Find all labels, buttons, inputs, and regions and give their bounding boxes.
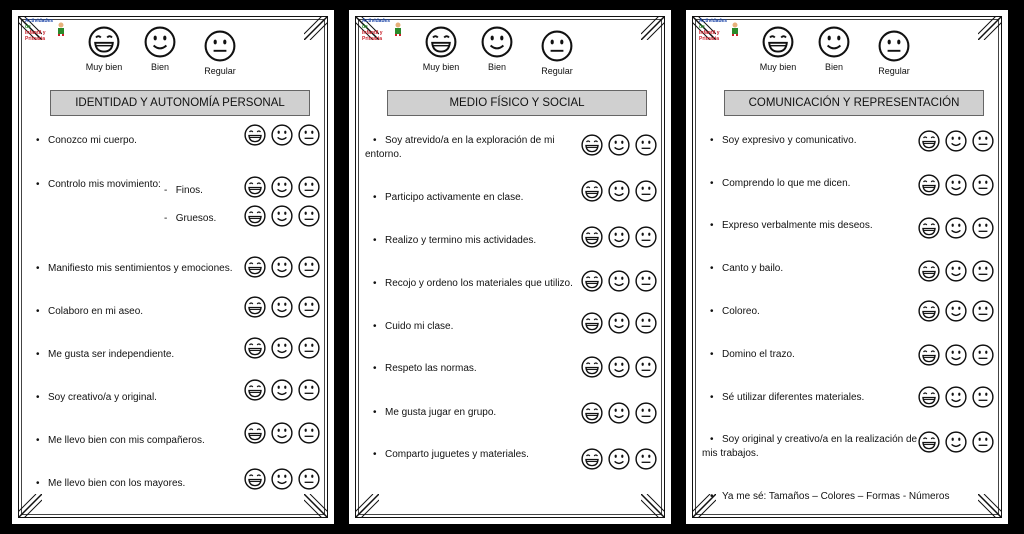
corner-ornament-icon xyxy=(355,494,379,518)
logo: Actividades de Infantil y Primaria xyxy=(362,18,391,42)
neutral-face-icon[interactable] xyxy=(972,344,994,366)
happy-face-icon[interactable] xyxy=(271,296,293,318)
legend-very-good: Muy bien xyxy=(419,26,463,72)
neutral-face-icon[interactable] xyxy=(972,431,994,453)
very-happy-face-icon[interactable] xyxy=(244,205,266,227)
happy-face-icon[interactable] xyxy=(945,300,967,322)
rating-options[interactable] xyxy=(244,124,320,146)
list-item: • Cuido mi clase. xyxy=(373,321,454,332)
list-item: • Soy original y creativo/a en la realización de xyxy=(710,434,918,445)
rating-options[interactable] xyxy=(581,226,657,248)
neutral-face-icon[interactable] xyxy=(298,379,320,401)
very-happy-face-icon[interactable] xyxy=(918,344,940,366)
legend-regular: Regular xyxy=(198,30,242,76)
list-item: • Me llevo bien con los mayores. xyxy=(36,478,186,489)
very-happy-face-icon[interactable] xyxy=(918,217,940,239)
happy-face-icon[interactable] xyxy=(608,448,630,470)
sub-item: - Finos. xyxy=(164,185,203,196)
list-item: • Colaboro en mi aseo. xyxy=(36,306,144,317)
very-happy-face-icon[interactable] xyxy=(581,448,603,470)
very-happy-face-icon xyxy=(425,26,457,58)
list-item: • Coloreo. xyxy=(710,306,760,317)
legend-very-good: Muy bien xyxy=(756,26,800,72)
sub-item: - Gruesos. xyxy=(164,213,217,224)
happy-face-icon[interactable] xyxy=(608,270,630,292)
happy-face-icon[interactable] xyxy=(271,205,293,227)
list-item: • Soy expresivo y comunicativo. xyxy=(710,135,857,146)
neutral-face-icon[interactable] xyxy=(972,217,994,239)
rating-options[interactable] xyxy=(581,134,657,156)
rating-options[interactable] xyxy=(244,256,320,278)
happy-face-icon[interactable] xyxy=(271,468,293,490)
very-happy-face-icon[interactable] xyxy=(581,180,603,202)
list-item: • Participo activamente en clase. xyxy=(373,192,524,203)
happy-face-icon[interactable] xyxy=(945,174,967,196)
list-item: • Comprendo lo que me dicen. xyxy=(710,178,851,189)
very-happy-face-icon[interactable] xyxy=(918,260,940,282)
legend-good: Bien xyxy=(816,26,852,72)
logo-child-icon xyxy=(56,22,66,36)
rating-options[interactable] xyxy=(918,300,994,322)
rating-options[interactable] xyxy=(918,174,994,196)
happy-face-icon[interactable] xyxy=(271,124,293,146)
worksheet-medio xyxy=(349,10,671,524)
very-happy-face-icon[interactable] xyxy=(918,300,940,322)
neutral-face-icon[interactable] xyxy=(635,180,657,202)
happy-face-icon[interactable] xyxy=(608,226,630,248)
neutral-face-icon[interactable] xyxy=(635,270,657,292)
section-title: MEDIO FÍSICO Y SOCIAL xyxy=(387,90,647,116)
very-happy-face-icon[interactable] xyxy=(244,296,266,318)
rating-options[interactable] xyxy=(244,176,320,198)
very-happy-face-icon[interactable] xyxy=(244,176,266,198)
list-item: • Expreso verbalmente mis deseos. xyxy=(710,220,873,231)
very-happy-face-icon[interactable] xyxy=(244,337,266,359)
neutral-face-icon[interactable] xyxy=(298,124,320,146)
happy-face-icon xyxy=(144,26,176,58)
neutral-face-icon[interactable] xyxy=(635,134,657,156)
happy-face-icon[interactable] xyxy=(271,256,293,278)
happy-face-icon[interactable] xyxy=(271,379,293,401)
corner-ornament-icon xyxy=(978,16,1002,40)
very-happy-face-icon[interactable] xyxy=(244,124,266,146)
very-happy-face-icon[interactable] xyxy=(581,356,603,378)
neutral-face-icon[interactable] xyxy=(635,226,657,248)
rating-options[interactable] xyxy=(918,431,994,453)
neutral-face-icon[interactable] xyxy=(635,448,657,470)
rating-options[interactable] xyxy=(918,217,994,239)
legend-good: Bien xyxy=(479,26,515,72)
happy-face-icon[interactable] xyxy=(271,337,293,359)
section-title: COMUNICACIÓN Y REPRESENTACIÓN xyxy=(724,90,984,116)
neutral-face-icon[interactable] xyxy=(298,422,320,444)
very-happy-face-icon[interactable] xyxy=(918,174,940,196)
very-happy-face-icon[interactable] xyxy=(581,134,603,156)
rating-options[interactable] xyxy=(244,205,320,227)
neutral-face-icon xyxy=(204,30,236,62)
happy-face-icon[interactable] xyxy=(608,180,630,202)
happy-face-icon xyxy=(481,26,513,58)
very-happy-face-icon[interactable] xyxy=(918,130,940,152)
list-item: • Comparto juguetes y materiales. xyxy=(373,449,529,460)
very-happy-face-icon xyxy=(88,26,120,58)
happy-face-icon[interactable] xyxy=(945,344,967,366)
list-item: • Canto y bailo. xyxy=(710,263,784,274)
happy-face-icon xyxy=(818,26,850,58)
list-item: • Manifiesto mis sentimientos y emociones. xyxy=(36,263,233,274)
rating-options[interactable] xyxy=(918,386,994,408)
very-happy-face-icon[interactable] xyxy=(581,402,603,424)
logo-child-icon xyxy=(393,22,403,36)
happy-face-icon[interactable] xyxy=(608,356,630,378)
worksheet-identidad xyxy=(12,10,334,524)
rating-options[interactable] xyxy=(244,468,320,490)
rating-options[interactable] xyxy=(918,344,994,366)
happy-face-icon[interactable] xyxy=(271,176,293,198)
list-item: • Sé utilizar diferentes materiales. xyxy=(710,392,865,403)
list-item: • Ya me sé: Tamaños – Colores – Formas - Números xyxy=(710,491,950,502)
neutral-face-icon xyxy=(541,30,573,62)
neutral-face-icon[interactable] xyxy=(298,337,320,359)
list-item: • Me gusta ser independiente. xyxy=(36,349,175,360)
neutral-face-icon[interactable] xyxy=(635,356,657,378)
neutral-face-icon[interactable] xyxy=(972,386,994,408)
worksheet-comunicacion xyxy=(686,10,1008,524)
neutral-face-icon[interactable] xyxy=(298,256,320,278)
corner-ornament-icon xyxy=(304,494,328,518)
rating-options[interactable] xyxy=(581,270,657,292)
very-happy-face-icon[interactable] xyxy=(244,379,266,401)
rating-options[interactable] xyxy=(918,130,994,152)
list-item: • Soy atrevido/a en la exploración de mi xyxy=(373,135,555,146)
neutral-face-icon[interactable] xyxy=(298,468,320,490)
happy-face-icon[interactable] xyxy=(608,134,630,156)
happy-face-icon[interactable] xyxy=(945,217,967,239)
happy-face-icon[interactable] xyxy=(945,431,967,453)
logo: Actividades de Infantil y Primaria xyxy=(699,18,728,42)
legend-good: Bien xyxy=(142,26,178,72)
list-item: • Conozco mi cuerpo. xyxy=(36,135,137,146)
legend-regular: Regular xyxy=(535,30,579,76)
corner-ornament-icon xyxy=(304,16,328,40)
very-happy-face-icon[interactable] xyxy=(581,312,603,334)
rating-options[interactable] xyxy=(244,337,320,359)
list-item-continuation: mis trabajos. xyxy=(702,448,759,459)
neutral-face-icon[interactable] xyxy=(972,260,994,282)
list-item-continuation: entorno. xyxy=(365,149,402,160)
very-happy-face-icon[interactable] xyxy=(244,422,266,444)
legend-very-good: Muy bien xyxy=(82,26,126,72)
neutral-face-icon[interactable] xyxy=(298,205,320,227)
very-happy-face-icon[interactable] xyxy=(244,256,266,278)
rating-options[interactable] xyxy=(918,260,994,282)
happy-face-icon[interactable] xyxy=(945,260,967,282)
corner-ornament-icon xyxy=(978,494,1002,518)
legend-regular: Regular xyxy=(872,30,916,76)
very-happy-face-icon[interactable] xyxy=(918,431,940,453)
very-happy-face-icon[interactable] xyxy=(244,468,266,490)
happy-face-icon[interactable] xyxy=(608,312,630,334)
happy-face-icon[interactable] xyxy=(271,422,293,444)
happy-face-icon[interactable] xyxy=(608,402,630,424)
corner-ornament-icon xyxy=(641,494,665,518)
list-item: • Domino el trazo. xyxy=(710,349,795,360)
logo: Actividades de Infantil y Primaria xyxy=(25,18,54,42)
neutral-face-icon[interactable] xyxy=(635,402,657,424)
neutral-face-icon[interactable] xyxy=(972,300,994,322)
list-item: • Controlo mis movimiento: xyxy=(36,179,161,190)
neutral-face-icon xyxy=(878,30,910,62)
list-item: • Recojo y ordeno los materiales que utilizo. xyxy=(373,278,573,289)
list-item: • Me llevo bien con mis compañeros. xyxy=(36,435,205,446)
very-happy-face-icon xyxy=(762,26,794,58)
logo-child-icon xyxy=(730,22,740,36)
rating-options[interactable] xyxy=(581,312,657,334)
list-item: • Soy creativo/a y original. xyxy=(36,392,157,403)
list-item: • Realizo y termino mis actividades. xyxy=(373,235,537,246)
corner-ornament-icon xyxy=(641,16,665,40)
very-happy-face-icon[interactable] xyxy=(918,386,940,408)
happy-face-icon[interactable] xyxy=(945,130,967,152)
rating-options[interactable] xyxy=(581,448,657,470)
rating-options[interactable] xyxy=(581,356,657,378)
very-happy-face-icon[interactable] xyxy=(581,270,603,292)
section-title: IDENTIDAD Y AUTONOMÍA PERSONAL xyxy=(50,90,310,116)
list-item: • Me gusta jugar en grupo. xyxy=(373,407,497,418)
rating-options[interactable] xyxy=(581,180,657,202)
list-item: • Respeto las normas. xyxy=(373,363,477,374)
neutral-face-icon[interactable] xyxy=(298,296,320,318)
rating-options[interactable] xyxy=(244,296,320,318)
neutral-face-icon[interactable] xyxy=(972,174,994,196)
rating-options[interactable] xyxy=(581,402,657,424)
corner-ornament-icon xyxy=(18,494,42,518)
very-happy-face-icon[interactable] xyxy=(581,226,603,248)
neutral-face-icon[interactable] xyxy=(972,130,994,152)
neutral-face-icon[interactable] xyxy=(298,176,320,198)
rating-options[interactable] xyxy=(244,379,320,401)
happy-face-icon[interactable] xyxy=(945,386,967,408)
neutral-face-icon[interactable] xyxy=(635,312,657,334)
rating-options[interactable] xyxy=(244,422,320,444)
